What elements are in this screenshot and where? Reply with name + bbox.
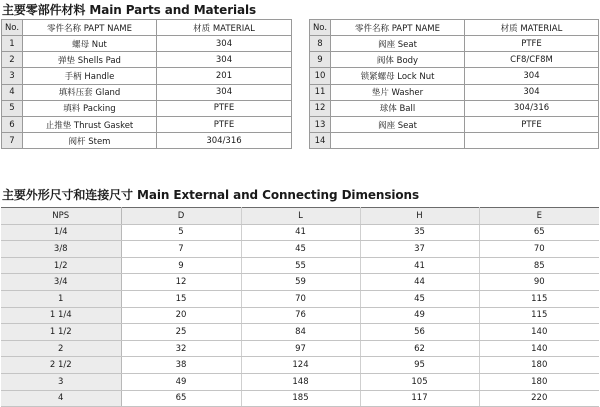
part-name-cell: 填料压套 Gland bbox=[23, 84, 157, 100]
header-no: No. bbox=[2, 20, 23, 36]
dims-section-title: 主要外形尺寸和连接尺寸 Main External and Connecting Dimensions bbox=[2, 188, 420, 202]
material-cell: 201 bbox=[157, 68, 292, 84]
l-cell: 45 bbox=[241, 241, 360, 258]
table-row bbox=[1, 241, 599, 258]
e-cell: 180 bbox=[479, 357, 599, 374]
e-cell: 180 bbox=[479, 373, 599, 390]
material-cell: PTFE bbox=[465, 116, 599, 132]
table-row bbox=[1, 373, 599, 390]
d-cell: 25 bbox=[121, 324, 241, 341]
header-part-name: 零件名称 PAPT NAME bbox=[23, 20, 157, 36]
l-cell: 148 bbox=[241, 373, 360, 390]
l-cell: 97 bbox=[241, 340, 360, 357]
nps-cell: 1 1/2 bbox=[1, 324, 121, 341]
row-no: 2 bbox=[2, 52, 23, 68]
header-material: 材质 MATERIAL bbox=[157, 20, 292, 36]
l-cell: 76 bbox=[241, 307, 360, 324]
h-cell: 44 bbox=[360, 274, 479, 291]
nps-cell: 3/4 bbox=[1, 274, 121, 291]
table-row bbox=[1, 224, 599, 241]
table-row bbox=[2, 133, 292, 149]
part-name-cell: 手柄 Handle bbox=[23, 68, 157, 84]
table-header-row bbox=[2, 20, 292, 36]
header-d: D bbox=[121, 208, 241, 225]
table-row bbox=[2, 36, 292, 52]
h-cell: 49 bbox=[360, 307, 479, 324]
row-no: 8 bbox=[310, 36, 331, 52]
row-no: 3 bbox=[2, 68, 23, 84]
material-cell: 304 bbox=[465, 84, 599, 100]
part-name-cell: 阀座 Seat bbox=[331, 116, 465, 132]
dimensions-table bbox=[1, 207, 599, 407]
material-cell: PTFE bbox=[465, 36, 599, 52]
e-cell: 115 bbox=[479, 290, 599, 307]
part-name-cell: 止推垫 Thrust Gasket bbox=[23, 116, 157, 132]
part-name-cell: 阀体 Body bbox=[331, 52, 465, 68]
part-name-cell: 锁紧螺母 Lock Nut bbox=[331, 68, 465, 84]
parts-table-left bbox=[1, 19, 292, 149]
d-cell: 20 bbox=[121, 307, 241, 324]
table-header-row bbox=[1, 208, 599, 225]
table-row bbox=[2, 116, 292, 132]
header-h: H bbox=[360, 208, 479, 225]
row-no: 5 bbox=[2, 100, 23, 116]
h-cell: 56 bbox=[360, 324, 479, 341]
e-cell: 90 bbox=[479, 274, 599, 291]
l-cell: 70 bbox=[241, 290, 360, 307]
table-row bbox=[1, 257, 599, 274]
d-cell: 49 bbox=[121, 373, 241, 390]
row-no: 13 bbox=[310, 116, 331, 132]
h-cell: 62 bbox=[360, 340, 479, 357]
d-cell: 32 bbox=[121, 340, 241, 357]
row-no: 9 bbox=[310, 52, 331, 68]
part-name-cell: 阀杆 Stem bbox=[23, 133, 157, 149]
nps-cell: 3 bbox=[1, 373, 121, 390]
nps-cell: 4 bbox=[1, 390, 121, 407]
h-cell: 105 bbox=[360, 373, 479, 390]
part-name-cell: 阀座 Seat bbox=[331, 36, 465, 52]
table-row bbox=[2, 52, 292, 68]
nps-cell: 2 bbox=[1, 340, 121, 357]
l-cell: 59 bbox=[241, 274, 360, 291]
e-cell: 115 bbox=[479, 307, 599, 324]
part-name-cell: 螺母 Nut bbox=[23, 36, 157, 52]
part-name-cell: 弹垫 Shells Pad bbox=[23, 52, 157, 68]
l-cell: 185 bbox=[241, 390, 360, 407]
table-row bbox=[310, 36, 599, 52]
row-no: 14 bbox=[310, 133, 331, 149]
table-row bbox=[1, 340, 599, 357]
table-row bbox=[310, 133, 599, 149]
material-cell: 304 bbox=[157, 36, 292, 52]
table-row bbox=[2, 68, 292, 84]
table-row bbox=[2, 100, 292, 116]
part-name-cell bbox=[331, 133, 465, 149]
l-cell: 124 bbox=[241, 357, 360, 374]
material-cell: 304/316 bbox=[157, 133, 292, 149]
d-cell: 7 bbox=[121, 241, 241, 258]
e-cell: 140 bbox=[479, 340, 599, 357]
parts-section-title: 主要零部件材料 Main Parts and Materials bbox=[2, 3, 257, 17]
h-cell: 37 bbox=[360, 241, 479, 258]
nps-cell: 1 1/4 bbox=[1, 307, 121, 324]
l-cell: 55 bbox=[241, 257, 360, 274]
part-name-cell: 球体 Ball bbox=[331, 100, 465, 116]
header-e: E bbox=[479, 208, 599, 225]
header-no: No. bbox=[310, 20, 331, 36]
material-cell: 304 bbox=[157, 84, 292, 100]
table-row bbox=[1, 324, 599, 341]
part-name-cell: 垫片 Washer bbox=[331, 84, 465, 100]
e-cell: 85 bbox=[479, 257, 599, 274]
row-no: 7 bbox=[2, 133, 23, 149]
d-cell: 65 bbox=[121, 390, 241, 407]
table-row bbox=[310, 52, 599, 68]
row-no: 4 bbox=[2, 84, 23, 100]
material-cell: 304 bbox=[465, 68, 599, 84]
nps-cell: 3/8 bbox=[1, 241, 121, 258]
table-row bbox=[310, 68, 599, 84]
h-cell: 35 bbox=[360, 224, 479, 241]
h-cell: 117 bbox=[360, 390, 479, 407]
table-row bbox=[1, 307, 599, 324]
header-material: 材质 MATERIAL bbox=[465, 20, 599, 36]
h-cell: 95 bbox=[360, 357, 479, 374]
h-cell: 41 bbox=[360, 257, 479, 274]
d-cell: 38 bbox=[121, 357, 241, 374]
table-row bbox=[310, 100, 599, 116]
d-cell: 12 bbox=[121, 274, 241, 291]
d-cell: 15 bbox=[121, 290, 241, 307]
table-row bbox=[2, 84, 292, 100]
table-row bbox=[1, 274, 599, 291]
material-cell: CF8/CF8M bbox=[465, 52, 599, 68]
material-cell: 304/316 bbox=[465, 100, 599, 116]
row-no: 10 bbox=[310, 68, 331, 84]
e-cell: 140 bbox=[479, 324, 599, 341]
header-nps: NPS bbox=[1, 208, 121, 225]
table-row bbox=[310, 116, 599, 132]
part-name-cell: 填料 Packing bbox=[23, 100, 157, 116]
d-cell: 5 bbox=[121, 224, 241, 241]
l-cell: 84 bbox=[241, 324, 360, 341]
header-l: L bbox=[241, 208, 360, 225]
table-header-row bbox=[310, 20, 599, 36]
row-no: 6 bbox=[2, 116, 23, 132]
material-cell: 304 bbox=[157, 52, 292, 68]
table-row bbox=[1, 357, 599, 374]
l-cell: 41 bbox=[241, 224, 360, 241]
table-row bbox=[310, 84, 599, 100]
e-cell: 65 bbox=[479, 224, 599, 241]
nps-cell: 2 1/2 bbox=[1, 357, 121, 374]
e-cell: 220 bbox=[479, 390, 599, 407]
nps-cell: 1/4 bbox=[1, 224, 121, 241]
header-part-name: 零件名称 PAPT NAME bbox=[331, 20, 465, 36]
row-no: 11 bbox=[310, 84, 331, 100]
e-cell: 70 bbox=[479, 241, 599, 258]
row-no: 1 bbox=[2, 36, 23, 52]
parts-table-right bbox=[309, 19, 599, 149]
material-cell bbox=[465, 133, 599, 149]
nps-cell: 1 bbox=[1, 290, 121, 307]
nps-cell: 1/2 bbox=[1, 257, 121, 274]
material-cell: PTFE bbox=[157, 116, 292, 132]
table-row bbox=[1, 290, 599, 307]
row-no: 12 bbox=[310, 100, 331, 116]
h-cell: 45 bbox=[360, 290, 479, 307]
d-cell: 9 bbox=[121, 257, 241, 274]
material-cell: PTFE bbox=[157, 100, 292, 116]
table-row bbox=[1, 390, 599, 407]
